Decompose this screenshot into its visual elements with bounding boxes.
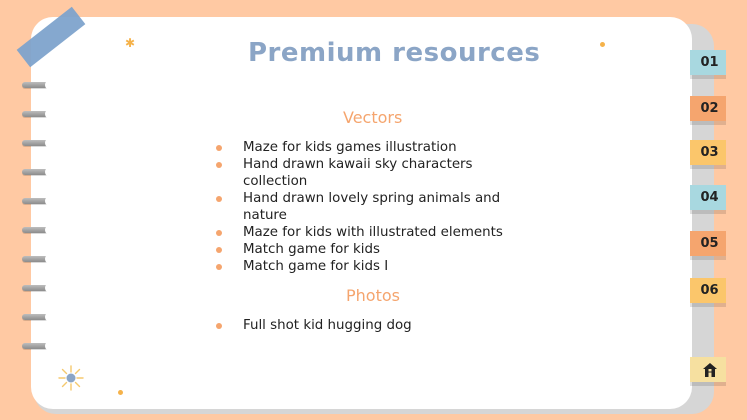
home-icon: [702, 362, 718, 378]
binding-ring: [22, 343, 48, 349]
binding-ring: [22, 256, 48, 262]
tab-06[interactable]: 06: [690, 278, 726, 303]
binding-ring: [22, 227, 48, 233]
spiral-binding: [22, 70, 62, 360]
tab-04[interactable]: 04: [690, 185, 726, 210]
list-item[interactable]: Full shot kid hugging dog: [216, 317, 516, 334]
sun-flower-icon: [57, 364, 85, 392]
list-item[interactable]: Hand drawn kawaii sky characters collection: [216, 156, 516, 190]
sparkle-icon: ✱: [125, 36, 136, 50]
list-item[interactable]: Match game for kids: [216, 241, 516, 258]
photos-list: [216, 317, 516, 334]
decor-dot: [600, 42, 605, 47]
list-item[interactable]: Maze for kids with illustrated elements: [216, 224, 516, 241]
page-title: Premium resources: [248, 38, 541, 68]
list-item[interactable]: Hand drawn lovely spring animals and nature: [216, 190, 516, 224]
binding-ring: [22, 285, 48, 291]
list-item[interactable]: Maze for kids games illustration: [216, 139, 516, 156]
vectors-heading: Vectors: [343, 108, 403, 127]
binding-ring: [22, 140, 48, 146]
tab-05[interactable]: 05: [690, 231, 726, 256]
vectors-list: [216, 139, 516, 275]
list-item[interactable]: Match game for kids I: [216, 258, 516, 275]
photos-heading: Photos: [346, 286, 400, 305]
tab-03[interactable]: 03: [690, 140, 726, 165]
binding-ring: [22, 198, 48, 204]
tab-02[interactable]: 02: [690, 96, 726, 121]
binding-ring: [22, 82, 48, 88]
binding-ring: [22, 111, 48, 117]
binding-ring: [22, 314, 48, 320]
decor-dot: [118, 390, 123, 395]
binding-ring: [22, 169, 48, 175]
tab-home[interactable]: [690, 357, 726, 382]
tab-01[interactable]: 01: [690, 50, 726, 75]
